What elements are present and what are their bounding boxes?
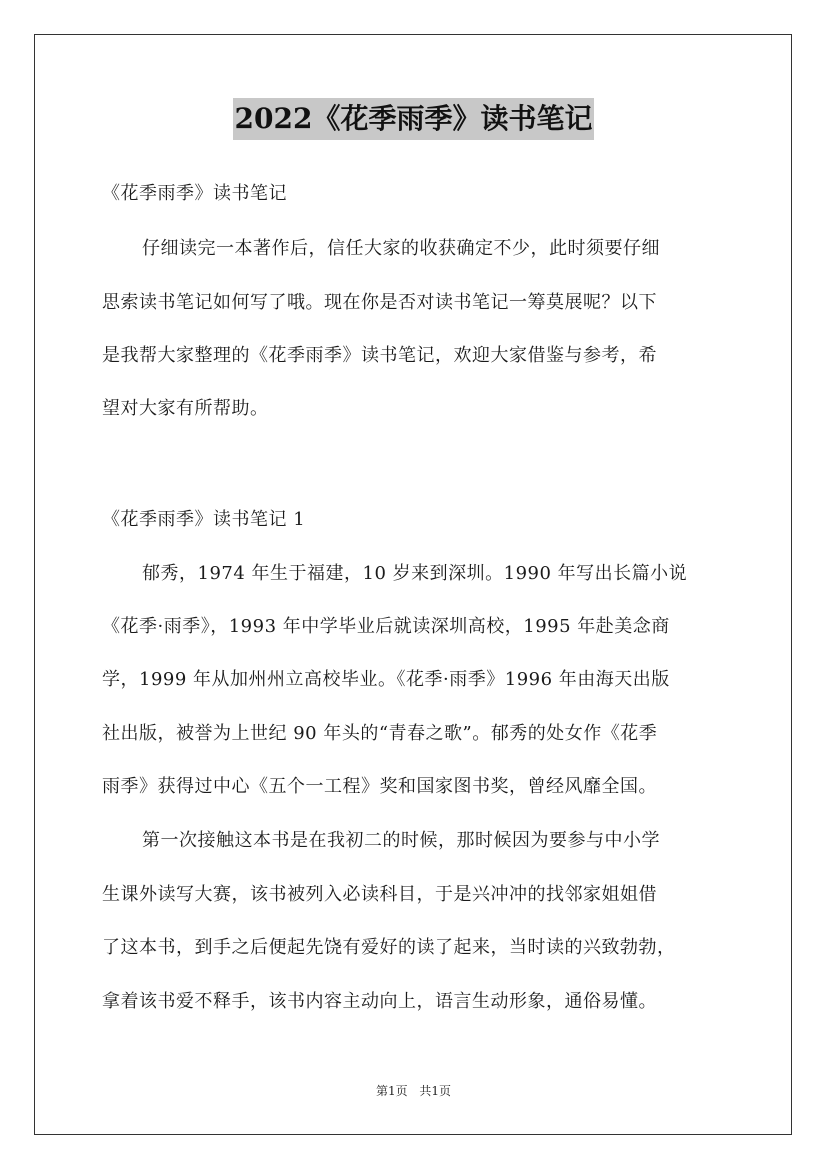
intro-line-2: 思索读书笔记如何写了哦。现在你是否对读书笔记一筹莫展呢？以下 (102, 292, 657, 313)
page-total: 共1页 (419, 1084, 452, 1098)
intro-line-1: 仔细读完一本著作后，信任大家的收获确定不少，此时须要仔细 (142, 238, 660, 259)
page-footer (0, 1083, 827, 1099)
para1-line-1: 郁秀，1974 年生于福建，10 岁来到深圳。1990 年写出长篇小说 (142, 563, 688, 584)
document-subtitle: 《花季雨季》读书笔记 (102, 183, 287, 204)
para1-line-4: 社出版，被誉为上世纪 90 年头的“青春之歌”。郁秀的处女作《花季 (102, 723, 658, 744)
para1-line-2: 《花季·雨季》，1993 年中学毕业后就读深圳高校，1995 年赴美念商 (102, 616, 670, 637)
page-number: 第1页 (375, 1084, 408, 1098)
para1-line-3: 学，1999 年从加州州立高校毕业。《花季·雨季》1996 年由海天出版 (102, 669, 670, 690)
title-container (0, 98, 827, 140)
para2-line-4: 拿着该书爱不释手，该书内容主动向上，语言生动形象，通俗易懂。 (102, 991, 657, 1012)
para2-line-3: 了这本书，到手之后便起先饶有爱好的读了起来，当时读的兴致勃勃， (102, 937, 676, 958)
intro-line-3: 是我帮大家整理的《花季雨季》读书笔记，欢迎大家借鉴与参考，希 (102, 345, 657, 366)
para1-line-5: 雨季》获得过中心《五个一工程》奖和国家图书奖，曾经风靡全国。 (102, 776, 657, 797)
document-title: 2022《花季雨季》读书笔记 (233, 98, 595, 140)
section-heading: 《花季雨季》读书笔记 1 (102, 509, 306, 530)
para2-line-1: 第一次接触这本书是在我初二的时候，那时候因为要参与中小学 (142, 830, 660, 851)
intro-line-4: 望对大家有所帮助。 (102, 398, 269, 419)
para2-line-2: 生课外读写大赛，该书被列入必读科目，于是兴冲冲的找邻家姐姐借 (102, 884, 657, 905)
